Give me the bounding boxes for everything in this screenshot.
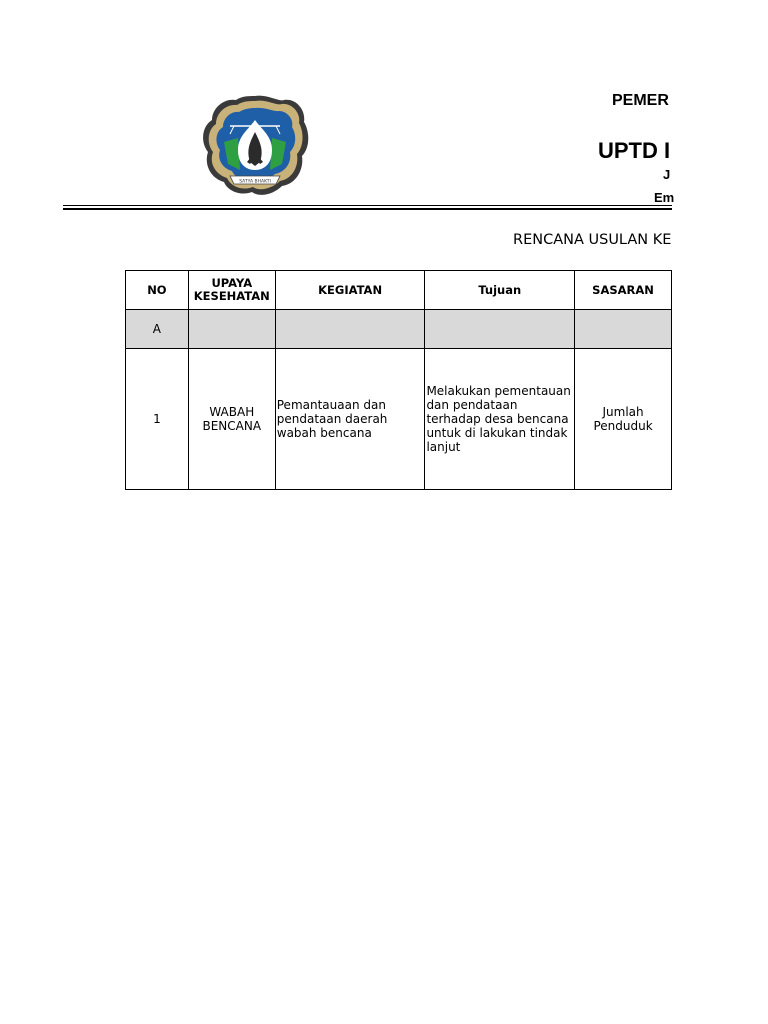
row-kegiatan: Pemantauaan dan pendataan daerah wabah bencana — [275, 349, 425, 490]
row-tujuan: Melakukan pementauan dan pendataan terhadap desa bencana untuk di lakukan tindak lanjut — [425, 349, 575, 490]
header-divider-thick — [63, 208, 672, 210]
document-title: RENCANA USULAN KE — [513, 232, 672, 248]
plan-table — [125, 270, 672, 490]
column-header-no: NO — [126, 271, 189, 310]
column-header-sasaran: SASARAN — [575, 271, 672, 310]
header-address-line: J — [663, 167, 671, 182]
header-institution: UPTD I — [598, 138, 671, 163]
header-email-line: Em — [654, 190, 675, 205]
row-upaya: WABAH BENCANA — [188, 349, 275, 490]
svg-text:SATYA BHAKTI: SATYA BHAKTI — [239, 179, 271, 185]
section-cell — [188, 310, 275, 349]
regional-emblem-logo — [198, 92, 312, 198]
header-government: PEMER — [612, 92, 669, 109]
section-no: A — [126, 310, 189, 349]
section-row — [126, 310, 672, 349]
section-cell — [275, 310, 425, 349]
header-divider-thin — [63, 205, 672, 206]
table-row — [126, 349, 672, 490]
section-cell — [425, 310, 575, 349]
column-header-upaya: UPAYA KESEHATAN — [188, 271, 275, 310]
column-header-tujuan: Tujuan — [425, 271, 575, 310]
section-cell — [575, 310, 672, 349]
row-sasaran: Jumlah Penduduk — [575, 349, 672, 490]
column-header-kegiatan: KEGIATAN — [275, 271, 425, 310]
table-header-row — [126, 271, 672, 310]
row-no: 1 — [126, 349, 189, 490]
